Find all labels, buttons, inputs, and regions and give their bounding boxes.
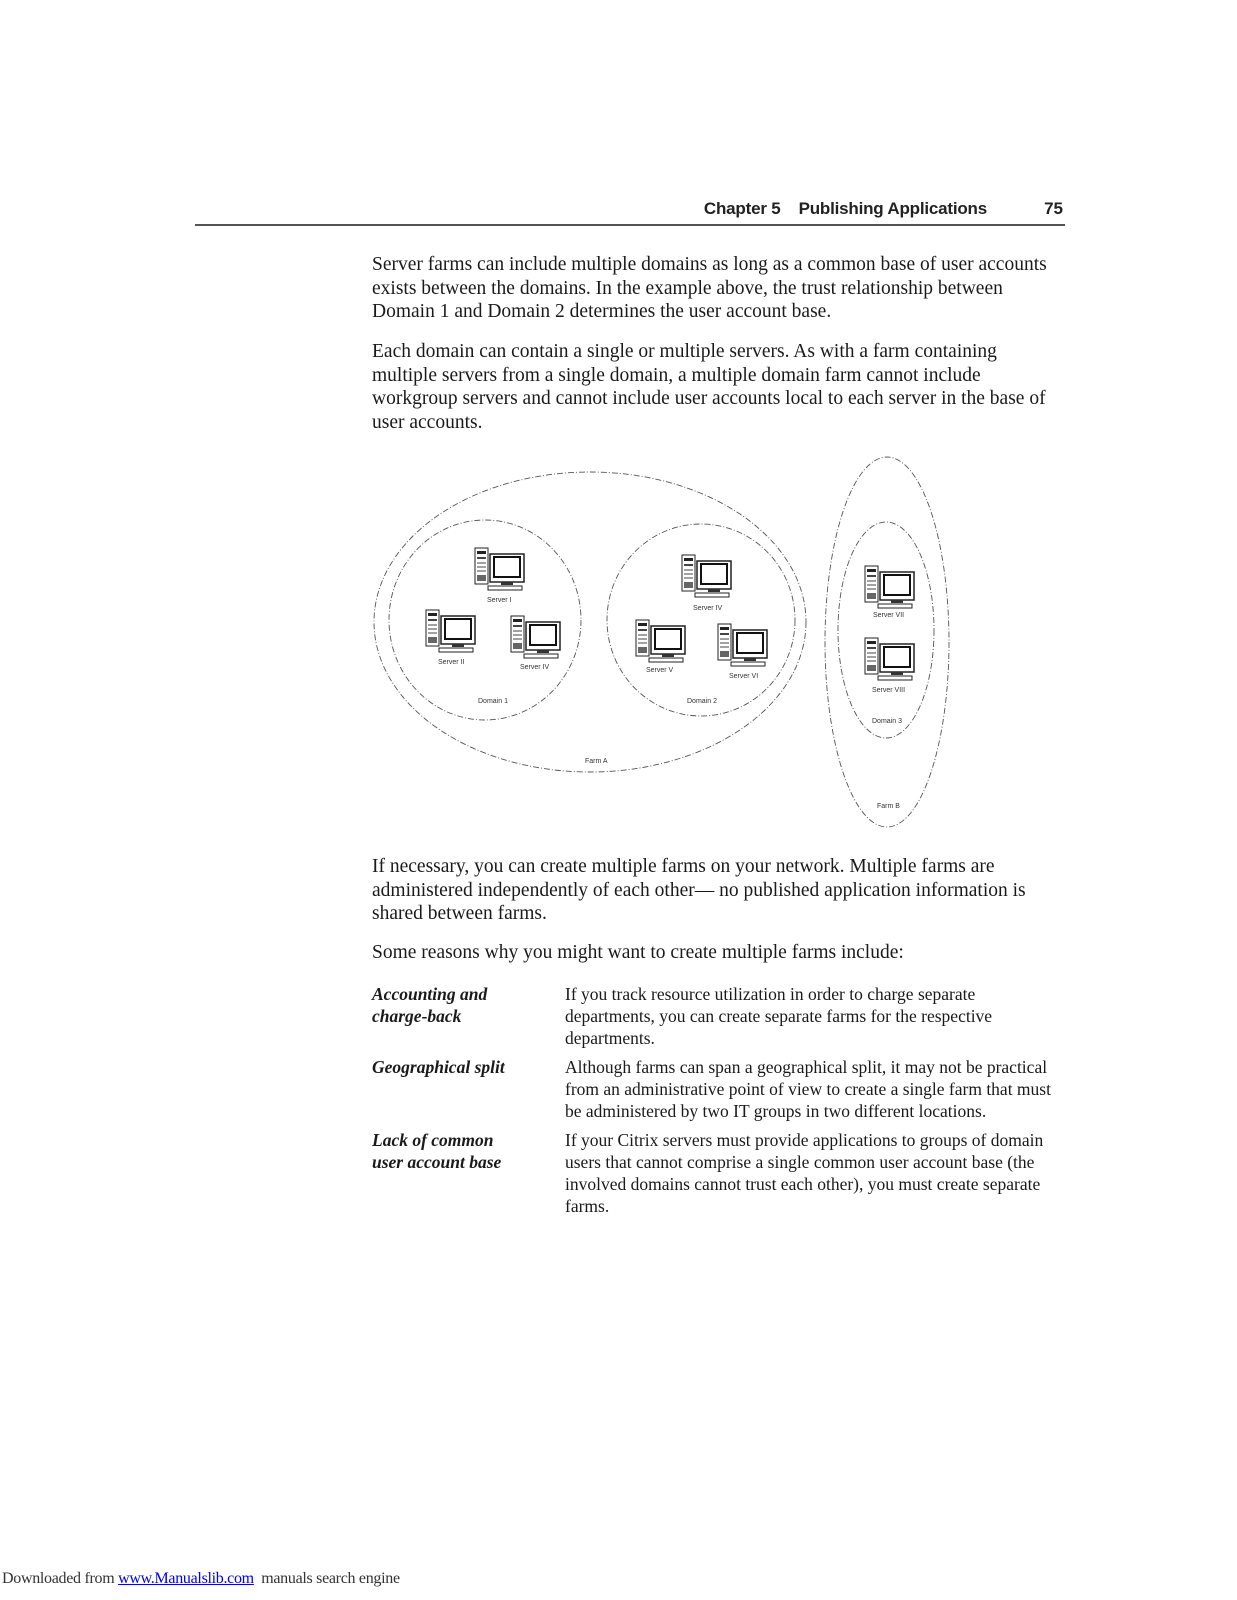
farm-a-label: Farm A	[585, 758, 608, 765]
domain-2-label: Domain 2	[687, 698, 717, 705]
reason-term-line: user account base	[372, 1152, 502, 1172]
domain-3-label: Domain 3	[872, 718, 902, 725]
domain-1-label: Domain 1	[478, 698, 508, 705]
server-computer-icon	[511, 616, 560, 658]
chapter-title: Chapter 5 Publishing Applications	[703, 199, 987, 218]
paragraph-domain-servers: Each domain can contain a single or multiple servers. As with a farm containing multiple servers from a single domain, a multiple domain farm cannot include workgroup servers and cannot include user accounts local to each server in the base of user accounts.	[372, 341, 1046, 433]
domain-2-boundary	[607, 524, 795, 716]
server-label: Server II	[438, 659, 465, 666]
reason-item	[372, 983, 1067, 1049]
reason-term	[372, 1056, 565, 1122]
reason-description: Although farms can span a geographical split, it may not be practical from an administrative point of view to create a single farm that must be administered by two IT groups in two different locations.	[565, 1057, 1051, 1121]
server-label: Server VIII	[872, 687, 906, 694]
reason-term-line: Accounting and	[372, 984, 488, 1004]
server-computer-icon	[865, 566, 914, 608]
reasons-list	[372, 983, 1067, 1224]
footer-prefix: Downloaded from	[2, 1570, 119, 1587]
paragraph-multiple-domains: Server farms can include multiple domains as long as a common base of user accounts exists between the domains. In the example above, the trust relationship between Domain 1 and Domain 2 determines the user account base.	[372, 254, 1047, 322]
server-label: Server VII	[873, 612, 905, 619]
farm-b-boundary	[825, 457, 949, 827]
server-computer-icon	[636, 620, 685, 662]
server-computer-icon	[475, 548, 524, 590]
reason-description: If your Citrix servers must provide applications to groups of domain users that cannot comprise a single common user account base (the involved domains cannot trust each other), you must create separate farms.	[565, 1130, 1044, 1216]
server-computer-icon	[865, 638, 914, 680]
paragraph-multiple-farms: If necessary, you can create multiple farms on your network. Multiple farms are administered independently of each other— no published application information is shared between farms.	[372, 856, 1026, 924]
paragraph-reasons-intro: Some reasons why you might want to create multiple farms include:	[372, 942, 904, 963]
reason-description: If you track resource utilization in order to charge separate departments, you can create separate farms for the respective departments.	[565, 984, 993, 1048]
server-computer-icon	[718, 624, 767, 666]
farm-b-label: Farm B	[877, 803, 900, 810]
manualslib-link[interactable]: www.Manualslib.com	[118, 1570, 254, 1587]
reason-term-line: Lack of common	[372, 1130, 494, 1150]
server-computer-icon	[426, 610, 475, 652]
page-header	[195, 196, 1065, 226]
page-number: 75	[1044, 199, 1063, 218]
server-label: Server IV	[520, 664, 550, 671]
farm-diagram	[365, 452, 965, 837]
footer-suffix: manuals search engine	[253, 1570, 400, 1587]
download-footer	[2, 1570, 400, 1588]
server-label: Server I	[487, 597, 512, 604]
reason-item	[372, 1129, 1067, 1217]
reason-term	[372, 983, 565, 1049]
reason-term	[372, 1129, 565, 1217]
server-label: Server V	[646, 667, 674, 674]
server-computer-icon	[682, 555, 731, 597]
reason-term-line: charge-back	[372, 1006, 462, 1026]
server-label: Server IV	[693, 605, 723, 612]
domain-3-boundary	[838, 522, 934, 738]
server-label: Server VI	[729, 673, 759, 680]
reason-item	[372, 1056, 1067, 1122]
reason-term-line: Geographical split	[372, 1057, 505, 1077]
